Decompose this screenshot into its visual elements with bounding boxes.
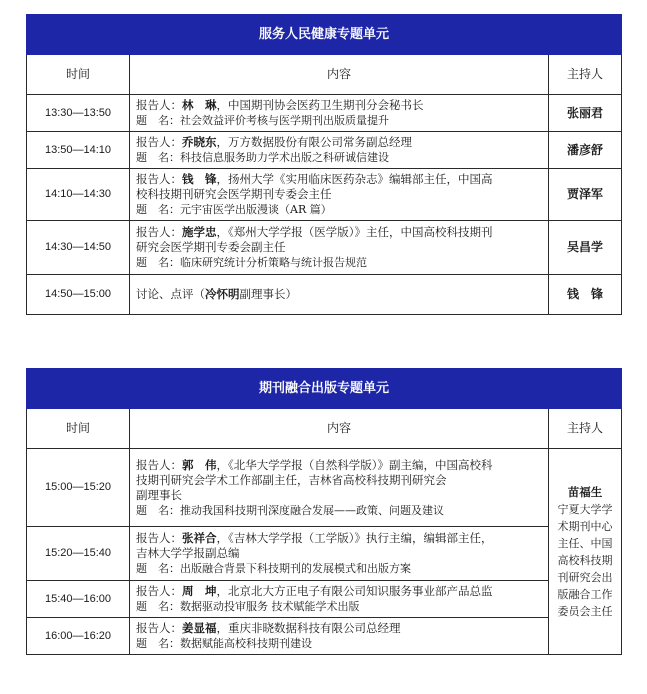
- topic-label: 题 名：: [136, 256, 180, 269]
- speaker-affiliation: ，中国期刊协会医药卫生期刊分会秘书长: [216, 98, 424, 112]
- table-row: [27, 221, 622, 275]
- schedule-table-health: [26, 14, 622, 315]
- speaker-affiliation: ，《郑州大学学报（医学版）》主任，中国高校科技期刊: [216, 225, 493, 239]
- reporter-label: 报告人：: [136, 457, 182, 472]
- host-name: 吴昌学: [549, 221, 622, 275]
- host-name: 潘彦舒: [549, 132, 622, 169]
- time-slot: 13:30—13:50: [27, 95, 130, 132]
- column-header-time: 时间: [27, 409, 130, 449]
- table-row: [27, 95, 622, 132]
- reporter-label: 报告人：: [136, 98, 182, 112]
- speaker-affiliation-cont: 校科技期刊研究会医学期刊专委会主任: [136, 187, 332, 201]
- table-row: [27, 275, 622, 315]
- speaker-affiliation-cont: 吉林大学学报副总编: [136, 546, 240, 560]
- host-description: 宁夏大学学术期刊中心主任、中国高校科技期刊研究会出版融合工作委员会主任: [557, 502, 613, 618]
- reporter-label: 报告人：: [136, 531, 182, 545]
- discussion-chair: 冷怀明: [205, 287, 240, 301]
- speaker-affiliation: ，《吉林大学学报（工学版）》执行主编，编辑部主任，: [216, 531, 493, 545]
- talk-title: 元宇宙医学出版漫谈（AR 篇）: [180, 203, 332, 216]
- reporter-label: 报告人：: [136, 225, 182, 239]
- speaker-affiliation: ，北京北大方正电子有限公司知识服务事业部产品总监: [216, 584, 493, 598]
- talk-title: 临床研究统计分析策略与统计报告规范: [180, 256, 367, 269]
- topic-label: 题 名：: [136, 114, 180, 127]
- column-header-content: 内容: [130, 55, 549, 95]
- speaker-name: 钱 锋: [182, 172, 217, 186]
- speaker-affiliation-cont: 研究会医学期刊专委会副主任: [136, 240, 286, 254]
- speaker-name: 乔晓东: [182, 135, 217, 149]
- talk-title: 数据驱动投审服务 技术赋能学术出版: [180, 600, 360, 613]
- table-row: [27, 527, 622, 581]
- speaker-name: 周 坤: [182, 584, 217, 598]
- table-row: [27, 132, 622, 169]
- topic-label: 题 名：: [136, 503, 180, 517]
- speaker-affiliation: ，《北华大学学报（自然科学版）》副主编，中国高校科: [216, 457, 493, 472]
- reporter-label: 报告人：: [136, 172, 182, 186]
- reporter-label: 报告人：: [136, 621, 182, 635]
- topic-label: 题 名：: [136, 600, 180, 613]
- speaker-name: 郭 伟: [182, 457, 217, 472]
- time-slot: 15:00—15:20: [27, 449, 130, 527]
- speaker-name: 施学忠: [182, 225, 217, 239]
- time-slot: 15:20—15:40: [27, 527, 130, 581]
- section-title: 服务人民健康专题单元: [27, 15, 622, 55]
- column-header-host: 主持人: [549, 409, 622, 449]
- column-header-time: 时间: [27, 55, 130, 95]
- discussion-text: 讨论、点评（: [136, 287, 205, 301]
- column-header-host: 主持人: [549, 55, 622, 95]
- speaker-affiliation-cont: 技期刊研究会学术工作部副主任，吉林省高校科技期刊研究会: [136, 472, 447, 487]
- topic-label: 题 名：: [136, 562, 180, 575]
- speaker-affiliation: ，万方数据股份有限公司常务副总经理: [216, 135, 412, 149]
- talk-title: 推动我国科技期刊深度融合发展——政策、问题及建议: [180, 503, 444, 517]
- reporter-label: 报告人：: [136, 584, 182, 598]
- topic-label: 题 名：: [136, 151, 180, 164]
- discussion-role: 副理事长）: [239, 287, 297, 301]
- speaker-name: 张祥合: [182, 531, 217, 545]
- talk-title: 出版融合背景下科技期刊的发展模式和出版方案: [180, 562, 411, 575]
- host-name: 苗福生: [567, 484, 603, 499]
- host-name: 贾泽军: [549, 169, 622, 221]
- topic-label: 题 名：: [136, 203, 180, 216]
- host-name: 张丽君: [549, 95, 622, 132]
- time-slot: 16:00—16:20: [27, 618, 130, 655]
- topic-label: 题 名：: [136, 637, 180, 650]
- table-row: [27, 581, 622, 618]
- speaker-affiliation: ，重庆非晓数据科技有限公司总经理: [216, 621, 401, 635]
- table-row: [27, 449, 622, 527]
- time-slot: 13:50—14:10: [27, 132, 130, 169]
- time-slot: 14:10—14:30: [27, 169, 130, 221]
- reporter-label: 报告人：: [136, 135, 182, 149]
- speaker-affiliation: ，扬州大学《实用临床医药杂志》编辑部主任，中国高: [216, 172, 493, 186]
- host-name: 钱 锋: [549, 275, 622, 315]
- time-slot: 14:50—15:00: [27, 275, 130, 315]
- speaker-affiliation-cont: 副理事长: [136, 487, 182, 502]
- host-cell: [549, 449, 622, 655]
- talk-title: 科技信息服务助力学术出版之科研诚信建设: [180, 151, 389, 164]
- speaker-name: 林 琳: [182, 98, 217, 112]
- time-slot: 14:30—14:50: [27, 221, 130, 275]
- table-row: [27, 169, 622, 221]
- talk-title: 数据赋能高校科技期刊建设: [180, 637, 312, 650]
- table-row: [27, 618, 622, 655]
- section-title: 期刊融合出版专题单元: [27, 369, 622, 409]
- speaker-name: 姜显福: [182, 621, 217, 635]
- column-header-content: 内容: [130, 409, 549, 449]
- time-slot: 15:40—16:00: [27, 581, 130, 618]
- schedule-table-convergence: [26, 368, 622, 655]
- talk-title: 社会效益评价考核与医学期刊出版质量提升: [180, 114, 389, 127]
